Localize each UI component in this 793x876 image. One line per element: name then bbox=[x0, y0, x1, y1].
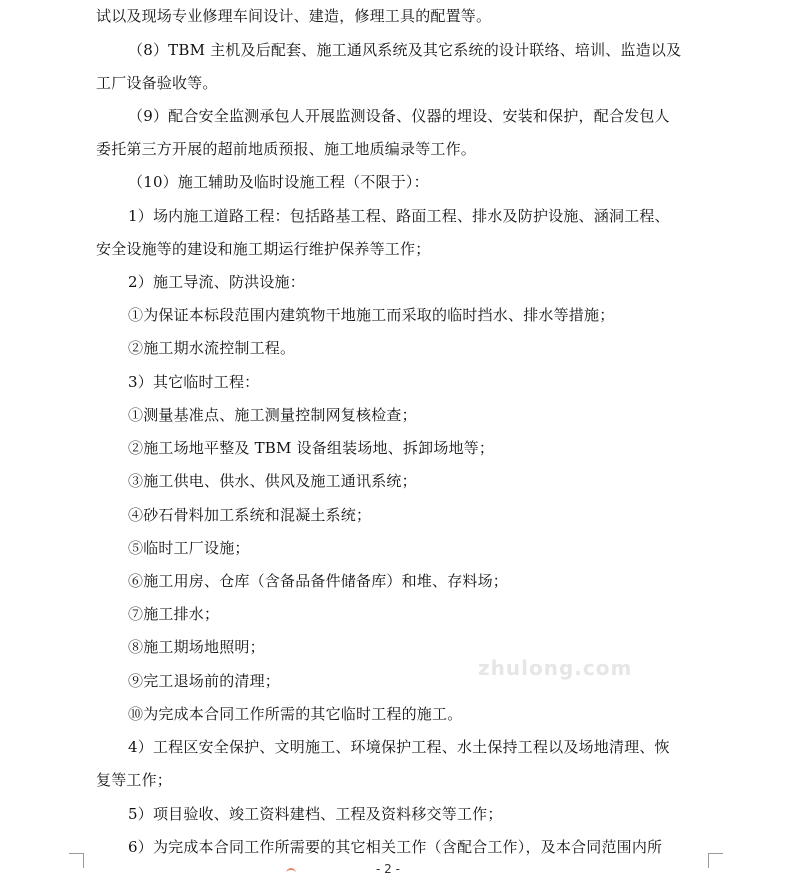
paragraph-line: 3）其它临时工程： bbox=[128, 373, 260, 391]
paragraph-line: （10）施工辅助及临时设施工程（不限于）： bbox=[128, 173, 429, 191]
paragraph-line: ⑤临时工厂设施； bbox=[128, 539, 250, 557]
page-number: - 2 - bbox=[376, 862, 400, 876]
paragraph-line: （8）TBM 主机及后配套、施工通风系统及其它系统的设计联络、培训、监造以及 bbox=[128, 41, 682, 59]
watermark: zhulong.com bbox=[478, 656, 633, 680]
paragraph-line: 2）施工导流、防洪设施： bbox=[128, 273, 305, 291]
decorative-mark bbox=[286, 868, 296, 876]
paragraph-line: 6）为完成本合同工作所需要的其它相关工作（含配合工作），及本合同范围内所 bbox=[128, 838, 663, 856]
paragraph-line: ⑨完工退场前的清理； bbox=[128, 672, 281, 690]
paragraph-line: ⑦施工排水； bbox=[128, 605, 220, 623]
paragraph-line: 5）项目验收、竣工资料建档、工程及资料移交等工作； bbox=[128, 805, 503, 823]
paragraph-line: ②施工期水流控制工程。 bbox=[128, 339, 296, 357]
paragraph-line: ④砂石骨料加工系统和混凝土系统； bbox=[128, 506, 372, 524]
paragraph-line: 复等工作； bbox=[96, 771, 173, 789]
paragraph-line: ②施工场地平整及 TBM 设备组装场地、拆卸场地等； bbox=[128, 439, 495, 457]
paragraph-line: 1）场内施工道路工程：包括路基工程、路面工程、排水及防护设施、涵洞工程、 bbox=[128, 207, 670, 225]
paragraph-line: 工厂设备验收等。 bbox=[96, 74, 218, 92]
paragraph-line: ①测量基准点、施工测量控制网复核检查； bbox=[128, 406, 417, 424]
paragraph-line: 安全设施等的建设和施工期运行维护保养等工作； bbox=[96, 240, 431, 258]
paragraph-line: ①为保证本标段范围内建筑物干地施工而采取的临时挡水、排水等措施； bbox=[128, 306, 615, 324]
paragraph-line: ⑧施工期场地照明； bbox=[128, 638, 265, 656]
paragraph-line: 4）工程区安全保护、文明施工、环境保护工程、水土保持工程以及场地清理、恢 bbox=[128, 738, 670, 756]
paragraph-line: （9）配合安全监测承包人开展监测设备、仪器的埋设、安装和保护，配合发包人 bbox=[128, 107, 670, 125]
page-corner-mark-right bbox=[708, 853, 723, 868]
page-corner-mark-left bbox=[69, 853, 84, 868]
paragraph-line: ⑩为完成本合同工作所需的其它临时工程的施工。 bbox=[128, 705, 463, 723]
paragraph-line: 委托第三方开展的超前地质预报、施工地质编录等工作。 bbox=[96, 140, 477, 158]
paragraph-line: ③施工供电、供水、供风及施工通讯系统； bbox=[128, 472, 417, 490]
paragraph-line: ⑥施工用房、仓库（含备品备件储备库）和堆、存料场； bbox=[128, 572, 509, 590]
paragraph-line: 试以及现场专业修理车间设计、建造，修理工具的配置等。 bbox=[96, 7, 492, 25]
